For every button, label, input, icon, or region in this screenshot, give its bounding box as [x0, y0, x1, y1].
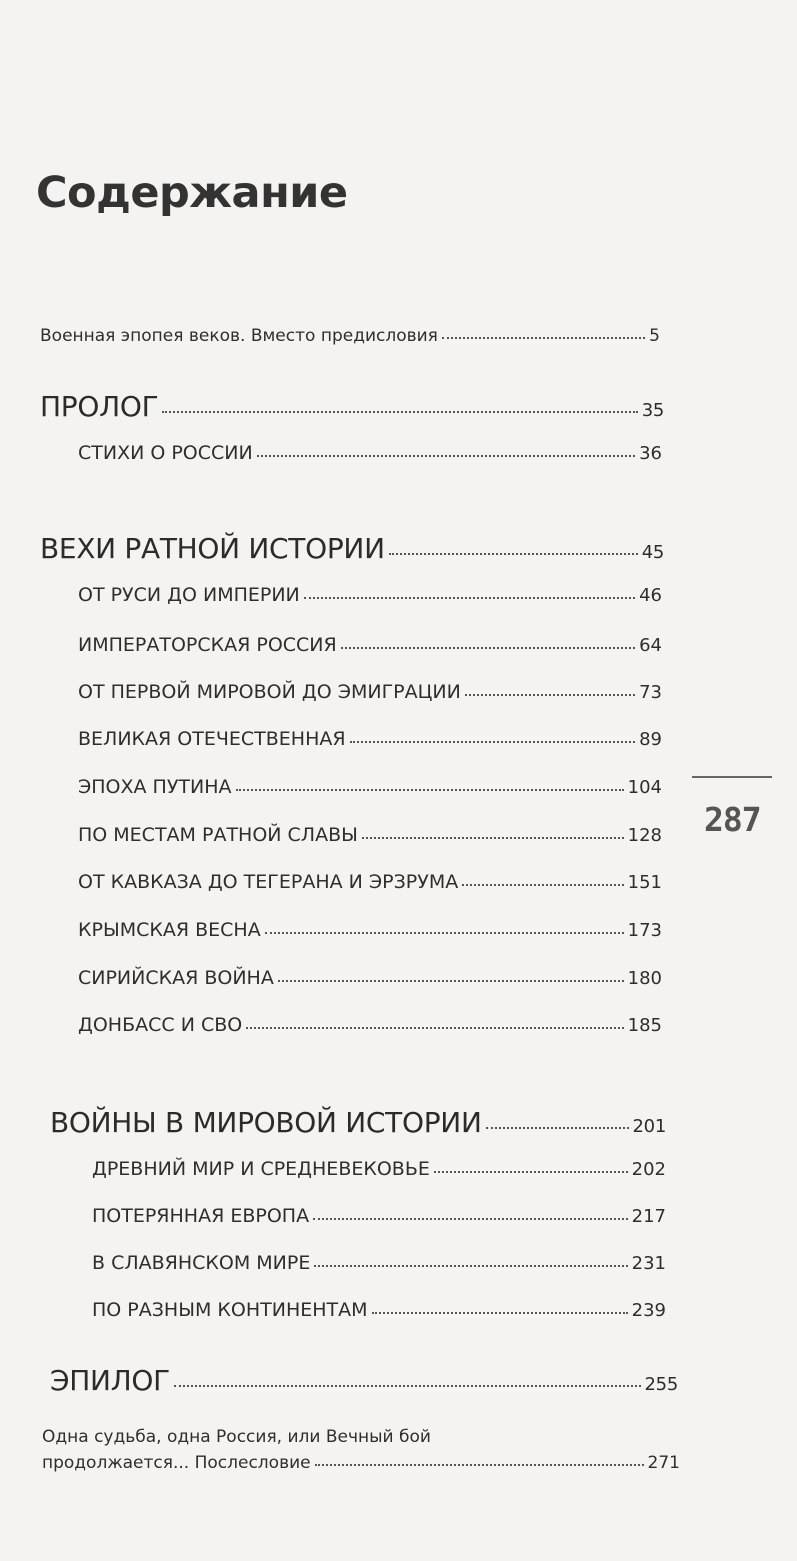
toc-entry[interactable] [78, 440, 662, 464]
toc-section-page: 201 [632, 1116, 666, 1137]
toc-entry-page: 104 [627, 777, 662, 798]
toc-entry[interactable] [78, 869, 662, 893]
toc-entry[interactable] [78, 726, 662, 750]
toc-entry-label: ОТ ПЕРВОЙ МИРОВОЙ ДО ЭМИГРАЦИИ [78, 681, 461, 703]
toc-entry[interactable] [92, 1250, 666, 1274]
toc-section-page: 35 [641, 400, 664, 421]
toc-leader-dots [174, 1362, 641, 1390]
toc-entry-label: ПОТЕРЯННАЯ ЕВРОПА [92, 1205, 310, 1227]
toc-leader-dots [465, 679, 635, 698]
page-number: 287 [704, 800, 761, 839]
toc-entry-label-line1: Одна судьба, одна Россия, или Вечный бой [42, 1427, 431, 1447]
toc-entry-page: 217 [631, 1206, 666, 1227]
toc-section-page: 45 [641, 542, 664, 563]
toc-section-label: ПРОЛОГ [40, 390, 159, 423]
toc-section-page: 255 [644, 1374, 678, 1395]
toc-entry-page: 202 [631, 1159, 666, 1180]
toc-entry-page: 239 [631, 1300, 666, 1321]
toc-entry-line2 [42, 1450, 680, 1476]
toc-entry-label: ЭПОХА ПУТИНА [78, 776, 232, 798]
toc-entry[interactable] [78, 679, 662, 703]
toc-entry-label: СТИХИ О РОССИИ [78, 442, 253, 464]
toc-section-vekhi[interactable] [40, 530, 664, 565]
toc-leader-dots [265, 917, 624, 936]
toc-section-label: ВЕХИ РАТНОЙ ИСТОРИИ [40, 532, 385, 565]
toc-entry[interactable] [78, 632, 662, 656]
toc-entry[interactable] [78, 774, 662, 798]
toc-entry[interactable] [78, 822, 662, 846]
toc-entry-label: В СЛАВЯНСКОМ МИРЕ [92, 1252, 311, 1274]
toc-entry-page: 180 [627, 968, 662, 989]
toc-entry-page: 271 [647, 1453, 680, 1473]
toc-leader-dots [486, 1104, 629, 1132]
toc-leader-dots [389, 530, 638, 558]
toc-leader-dots [462, 869, 623, 888]
toc-leader-dots [246, 1012, 623, 1031]
toc-leader-dots [278, 965, 624, 984]
toc-entry-label: ОТ КАВКАЗА ДО ТЕГЕРАНА И ЭРЗРУМА [78, 871, 459, 893]
toc-entry-page: 173 [627, 920, 662, 941]
toc-entry-page: 185 [627, 1015, 662, 1036]
toc-entry[interactable] [92, 1297, 666, 1321]
toc-entry-page: 73 [639, 682, 662, 703]
toc-entry-label: ДОНБАСС И СВО [78, 1014, 243, 1036]
toc-entry-preface[interactable] [40, 324, 660, 346]
toc-entry[interactable] [78, 917, 662, 941]
toc-entry[interactable] [78, 582, 662, 606]
toc-section-voiny[interactable] [50, 1104, 666, 1139]
page-title: Содержание [36, 168, 348, 218]
toc-leader-dots [257, 440, 635, 459]
toc-entry-label-line2: продолжается... Послесловие [42, 1453, 311, 1473]
toc-section-epilog[interactable] [50, 1362, 678, 1397]
toc-entry-page: 231 [631, 1253, 666, 1274]
toc-leader-dots [162, 388, 637, 416]
toc-entry-label: ПО МЕСТАМ РАТНОЙ СЛАВЫ [78, 824, 358, 846]
toc-leader-dots [236, 774, 624, 793]
toc-entry-afterword[interactable] [42, 1424, 680, 1476]
toc-entry-label: ПО РАЗНЫМ КОНТИНЕНТАМ [92, 1299, 368, 1321]
toc-leader-dots [315, 1451, 644, 1468]
toc-entry[interactable] [78, 1012, 662, 1036]
toc-leader-dots [313, 1203, 628, 1222]
toc-entry-label: СИРИЙСКАЯ ВОЙНА [78, 967, 274, 989]
toc-entry[interactable] [92, 1203, 666, 1227]
toc-entry-page: 128 [627, 825, 662, 846]
toc-entry-label: ВЕЛИКАЯ ОТЕЧЕСТВЕННАЯ [78, 728, 346, 750]
toc-section-label: ВОЙНЫ В МИРОВОЙ ИСТОРИИ [50, 1106, 482, 1139]
toc-entry[interactable] [92, 1156, 666, 1180]
toc-leader-dots [341, 632, 635, 651]
toc-leader-dots [304, 582, 635, 601]
toc-leader-dots [372, 1297, 628, 1316]
toc-entry-label: ДРЕВНИЙ МИР И СРЕДНЕВЕКОВЬЕ [92, 1158, 430, 1180]
toc-entry-page: 5 [649, 326, 660, 346]
toc-leader-dots [442, 324, 645, 341]
toc-entry-label: Военная эпопея веков. Вместо предисловия [40, 326, 438, 346]
toc-entry-page: 36 [639, 443, 662, 464]
toc-section-label: ЭПИЛОГ [50, 1364, 170, 1397]
toc-leader-dots [434, 1156, 628, 1175]
toc-entry-page: 89 [639, 729, 662, 750]
toc-leader-dots [362, 822, 624, 841]
toc-section-prolog[interactable] [40, 388, 664, 423]
folio-rule [692, 776, 772, 778]
toc-entry-label: ИМПЕРАТОРСКАЯ РОССИЯ [78, 634, 337, 656]
toc-entry-label: ОТ РУСИ ДО ИМПЕРИИ [78, 584, 300, 606]
toc-entry-page: 151 [627, 872, 662, 893]
toc-entry[interactable] [78, 965, 662, 989]
toc-entry-page: 46 [639, 585, 662, 606]
toc-leader-dots [314, 1250, 627, 1269]
toc-entry-label: КРЫМСКАЯ ВЕСНА [78, 919, 261, 941]
toc-leader-dots [350, 726, 636, 745]
toc-entry-page: 64 [639, 635, 662, 656]
